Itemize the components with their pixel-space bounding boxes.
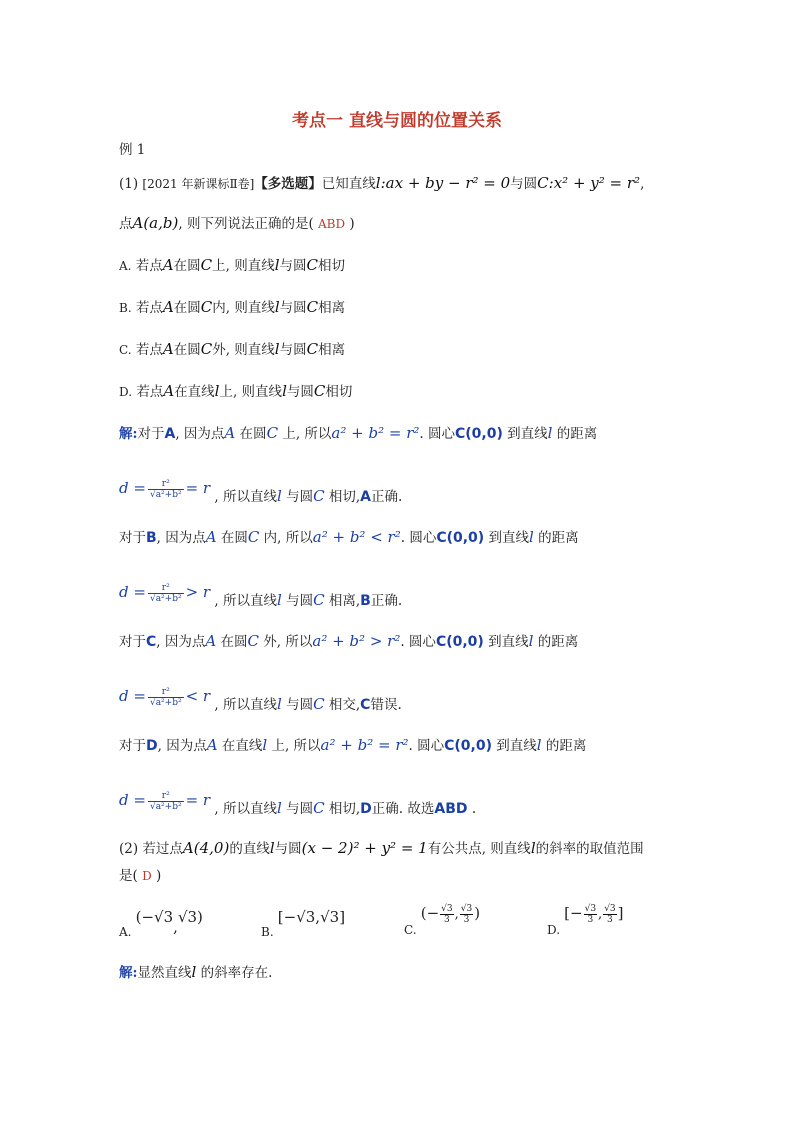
option-key: C. xyxy=(119,343,132,357)
q1-option-a: A. 若点A在圆C上, 则直线l与圆C相切 xyxy=(119,256,345,274)
distance-fraction: $\frac{\text{r²}}{\text{√a²+b²}}$ xyxy=(149,582,182,604)
solution-a-line1: 解:对于A, 因为点A 在圆C 上, 所以a² + b² = r². 圆心C(0,0) 到直线l 的距离 xyxy=(119,424,598,442)
q1-point: A(a,b) xyxy=(132,214,179,232)
solution-d-line1: 对于D, 因为点A 在直线l 上, 所以a² + b² = r². 圆心C(0,0) 到直线l 的距离 xyxy=(119,736,587,754)
solution-a-line2: d = $\frac{\text{r²}}{\text{√a²+b²}}$ = r , 所以直线l 与圆C 相切,A正确. xyxy=(119,478,403,505)
q2-option-b: B. [−√3,√3] xyxy=(261,908,346,939)
solution-label: 解: xyxy=(119,426,138,442)
q1-circle-equation: C:x² + y² = r² xyxy=(537,174,641,192)
distance-fraction: $\frac{\text{r²}}{\text{√a²+b²}}$ xyxy=(149,790,182,812)
solution-c-line1: 对于C, 因为点A 在圆C 外, 所以a² + b² > r². 圆心C(0,0) 到直线l 的距离 xyxy=(119,632,579,650)
q2-option-d: D. [− $\frac{√3}{3}$ , $\frac{√3}{3}$ ] xyxy=(547,904,624,937)
distance-fraction: $\frac{\text{r²}}{\text{√a²+b²}}$ xyxy=(149,478,182,500)
q1-stem-line2 xyxy=(119,213,355,234)
q1-option-d: D. 若点A在直线l上, 则直线l与圆C相切 xyxy=(119,382,353,400)
q1-stem-b: 与圆 xyxy=(510,176,538,192)
q1-line-equation: l:ax + by − r² = 0 xyxy=(375,174,511,192)
q1-number: (1) xyxy=(119,176,139,192)
q2-stem-line2: 是( D ) xyxy=(119,868,162,884)
q2-answer: D xyxy=(142,869,152,883)
q1-stem-line1 xyxy=(119,173,644,194)
q2-option-a: A. (−√3,√3) xyxy=(119,908,203,939)
q1-stem-a: 已知直线 xyxy=(321,176,376,192)
q1-tag: 【多选题】 xyxy=(254,176,322,192)
solution-b-line1: 对于B, 因为点A 在圆C 内, 所以a² + b² < r². 圆心C(0,0) 到直线l 的距离 xyxy=(119,528,579,546)
q1-source: [2021 年新课标Ⅱ卷] xyxy=(142,177,255,191)
final-answer: ABD xyxy=(434,801,468,817)
solution-d-line2: d = $\frac{\text{r²}}{\text{√a²+b²}}$ = r , 所以直线l 与圆C 相切,D正确. 故选ABD . xyxy=(119,790,477,817)
solution-b-line2: d = $\frac{\text{r²}}{\text{√a²+b²}}$ > r , 所以直线l 与圆C 相离,B正确. xyxy=(119,582,403,609)
solution-label: 解: xyxy=(119,965,138,981)
q1-stem-e: ) xyxy=(349,216,355,232)
example-label: 例 1 xyxy=(119,142,146,158)
q2-solution: 解:显然直线l 的斜率存在. xyxy=(119,963,273,981)
option-key: D. xyxy=(119,385,133,399)
q1-option-b: B. 若点A在圆C内, 则直线l与圆C相离 xyxy=(119,298,346,316)
q1-answer: ABD xyxy=(318,217,346,231)
q2-stem-line1: (2) 若过点A(4,0)的直线l与圆(x − 2)² + y² = 1有公共点, 则直线l的斜率的取值范围 xyxy=(119,839,644,857)
section-title: 考点一 直线与圆的位置关系 xyxy=(292,111,502,131)
q1-stem-d: , 则下列说法正确的是( xyxy=(178,216,314,232)
q2-number: (2) xyxy=(119,841,139,857)
option-key: A. xyxy=(119,259,132,273)
q2-option-c: C. (− $\frac{√3}{3}$ , $\frac{√3}{3}$ ) xyxy=(404,904,481,937)
q1-stem-c: , xyxy=(640,176,645,192)
option-key: B. xyxy=(119,301,132,315)
q1-option-c: C. 若点A在圆C外, 则直线l与圆C相离 xyxy=(119,340,346,358)
q1-point-label: 点 xyxy=(119,216,133,232)
solution-c-line2: d = $\frac{\text{r²}}{\text{√a²+b²}}$ < r , 所以直线l 与圆C 相交,C错误. xyxy=(119,686,402,713)
distance-fraction: $\frac{\text{r²}}{\text{√a²+b²}}$ xyxy=(149,686,182,708)
